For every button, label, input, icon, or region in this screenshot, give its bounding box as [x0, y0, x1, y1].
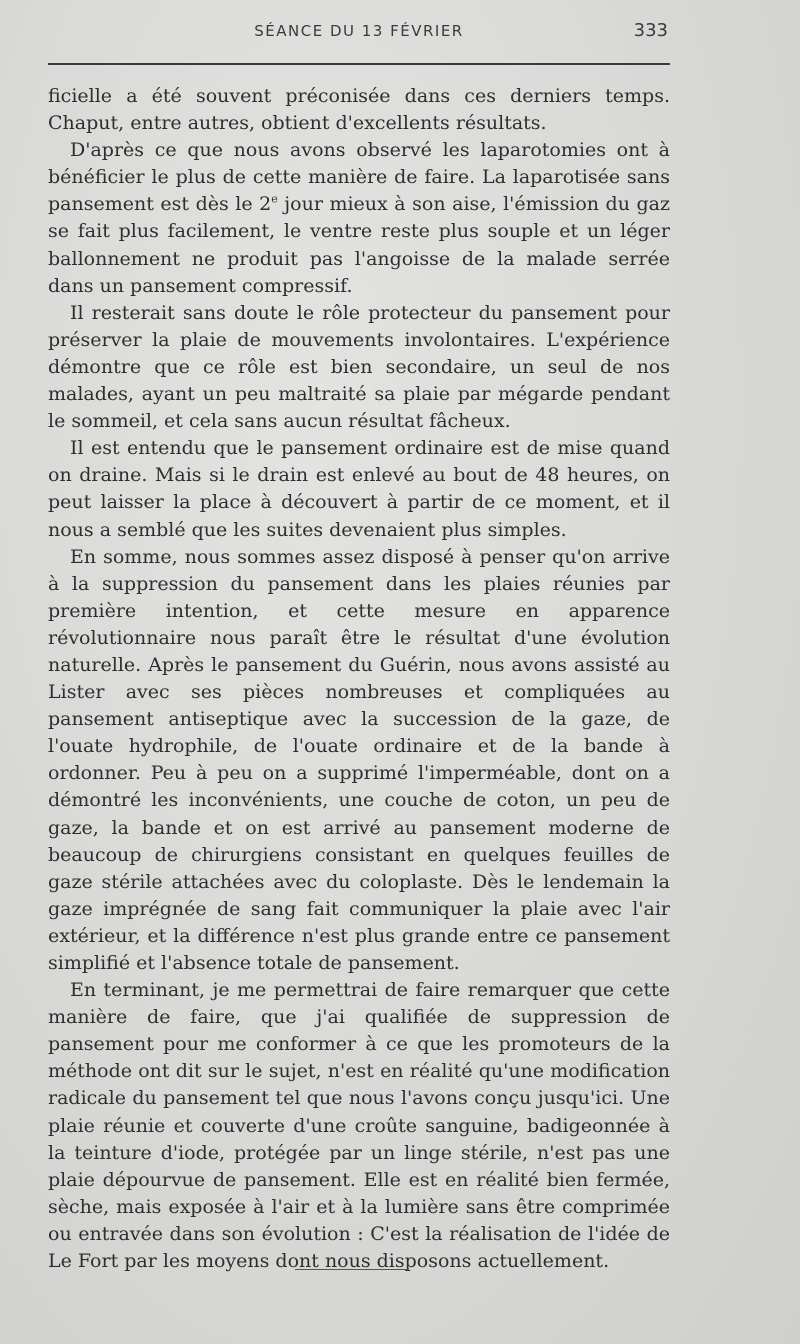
- paragraph-3: Il resterait sans doute le rôle protecteur du pansement pour préserver la plaie de mouvements involontaires. L'expérience démontre que ce rôle est bien secondaire, un seul de nos malades, ayant un peu maltraité sa plaie par mégarde pendant le sommeil, et cela sans aucun résultat fâcheux.: [48, 301, 670, 433]
- paragraph-2: [48, 137, 670, 300]
- body-text: [48, 83, 670, 1275]
- end-rule: [295, 1269, 409, 1270]
- running-title: SÉANCE DU 13 FÉVRIER: [254, 22, 464, 40]
- paragraph-4: Il est entendu que le pansement ordinaire est de mise quand on draine. Mais si le drain est enlevé au bout de 48 heures, on peut laisser la place à découvert à partir de ce moment, et il nous a semblé que les suites devenaient plus simples.: [48, 437, 670, 541]
- paragraph-5: En somme, nous sommes assez disposé à penser qu'on arrive à la suppression du pansement dans les plaies réunies par première intention, et cette mesure en apparence révolutionnaire nous paraît être le résultat d'une évolution naturelle. Après le pansement du Guérin, nous avons assisté au Lister avec ses pièces nombreuses et compliquées au pansement antiseptique avec la succession de la gaze, de l'ouate hydrophile, de l'ouate ordinaire et de la bande à ordonner. Peu à peu on a supprimé l'imperméable, dont on a démontré les inconvénients, une couche de coton, un peu de gaze, la bande et on est arrivé au pansement moderne de beaucoup de chirurgiens consistant en quelques feuilles de gaze stérile attachées avec du coloplaste. Dès le lendemain la gaze imprégnée de sang fait communiquer la plaie avec l'air extérieur, et la différence n'est plus grande entre ce pansement simplifié et l'absence totale de pansement.: [48, 545, 670, 974]
- paragraph-2-part-1: D'après ce que nous avons observé les laparotomies ont à bénéficier le plus de cette manière de faire. La laparotisée sans pansement est dès le 2: [48, 139, 670, 216]
- ordinal-suffix: e: [271, 193, 278, 207]
- header-rule: [48, 63, 670, 65]
- paragraph-1: ficielle a été souvent préconisée dans ces derniers temps. Chaput, entre autres, obtient d'excellents résultats.: [48, 85, 670, 135]
- paragraph-2-part-2: jour mieux à son aise, l'émission du gaz se fait plus facilement, le ventre reste plus souple et un léger ballonnement ne produit pas l'angoisse de la malade serrée dans un pansement compressif.: [48, 193, 670, 297]
- running-head: [48, 20, 670, 46]
- page-number: 333: [633, 20, 668, 41]
- paragraph-6: En terminant, je me permettrai de faire remarquer que cette manière de faire, que j'ai qualifiée de suppression de pansement pour me conformer à ce que les promoteurs de la méthode ont dit sur le sujet, n'est en réalité qu'une modification radicale du pansement tel que nous l'avons conçu jusqu'ici. Une plaie réunie et couverte d'une croûte sanguine, badigeonnée à la teinture d'iode, protégée par un linge stérile, n'est pas une plaie dépourvue de pansement. Elle est en réalité bien fermée, sèche, mais exposée à l'air et à la lumière sans être comprimée ou entravée dans son évolution : C'est la réalisation de l'idée de Le Fort par les moyens dont nous disposons actuellement.: [48, 979, 670, 1273]
